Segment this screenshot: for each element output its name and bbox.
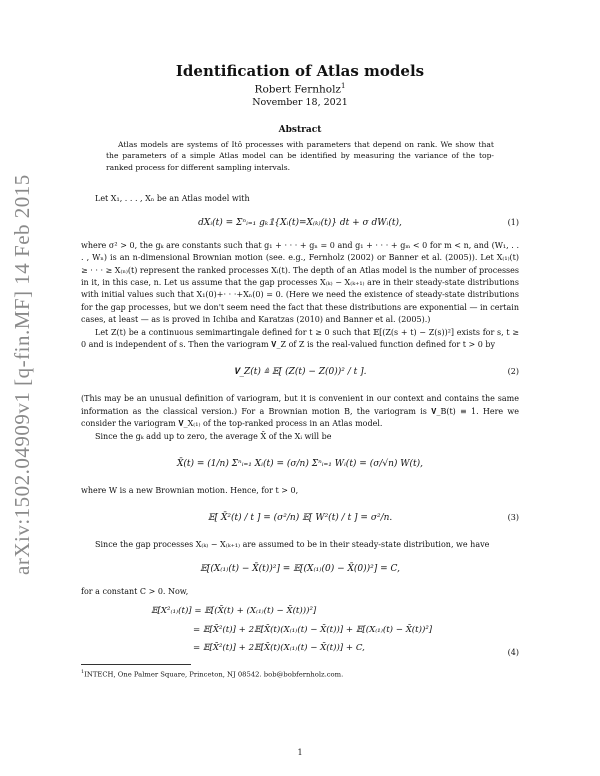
equation-2-number: (2): [507, 367, 519, 377]
author-line: [81, 82, 519, 96]
paragraph-variogram-note: (This may be an unusual definition of variogram, but it is convenient in our context and contains the same information as the classical version.) For a Brownian motion B, the variogram is 𝐕_B(t) ≡ 1. Here we consider the variogram 𝐕_X₍₁₎ of the top-ranked process in an Atlas model.: [81, 394, 519, 429]
author-footnote-mark: 1: [340, 82, 346, 90]
abstract-text: Atlas models are systems of Itô processes with parameters that depend on rank. We show that the parameters of a simple Atlas model can be identified by measuring the variance of the top-ranked process for different sampling intervals.: [106, 139, 494, 172]
arxiv-identifier: arXiv:1502.04909v1 [q-fin.MF] 14 Feb 2015: [10, 174, 34, 575]
equation-4: [81, 602, 519, 658]
equation-1-number: (1): [507, 217, 519, 227]
equation-3: [81, 503, 519, 533]
equation-average-body: X̄(t) = (1/n) Σⁿᵢ₌₁ Xᵢ(t) = (σ/n) Σⁿᵢ₌₁ Wᵢ(t) = (σ/√n) W(t),: [176, 458, 424, 469]
abstract-heading: Abstract: [278, 124, 322, 135]
equation-2-body: 𝐕_Z(t) ≜ 𝔼[ (Z(t) − Z(0))² / t ].: [233, 367, 367, 378]
equation-4-number: (4): [507, 648, 519, 658]
equation-4-line-2: = 𝔼[X̄²(t)] + 2𝔼[X̄(t)(X₍₁₎(t) − X̄(t))] + 𝔼[(X₍₁₎(t) − X̄(t))²]: [193, 624, 433, 635]
paragraph-intro: Let X₁, . . . , Xₙ be an Atlas model with: [95, 194, 250, 204]
paragraph-average: Since the gₖ add up to zero, the average X̄ of the Xᵢ will be: [95, 431, 332, 441]
equation-3-number: (3): [507, 513, 519, 523]
footnote-mark: 1: [81, 669, 85, 676]
footnote-text: INTECH, One Palmer Square, Princeton, NJ 08542. bob@bobfernholz.com.: [84, 670, 344, 679]
equation-4-line-1: 𝔼[X²₍₁₎(t)] = 𝔼[(X̄(t) + (X₍₁₎(t) − X̄(t)))²]: [151, 606, 317, 617]
paragraph-now: for a constant C > 0. Now,: [81, 586, 189, 596]
equation-1-body: dXᵢ(t) = Σⁿᵢ₌₁ gₖ𝟙{Xᵢ(t)=X₍ₖ₎(t)} dt + σ dWᵢ(t),: [198, 217, 402, 228]
paper-content: [81, 60, 519, 679]
paragraph-model-definition: where σ² > 0, the gₖ are constants such that g₁ + · · · + gₙ = 0 and g₁ + · · · + gₘ < 0 for m < n, and (W₁, . . . , Wₙ) is an n-dimensional Brownian motion (see. e.g., Fernholz (2002) or Banner et al. (2005)). Let X₍₁₎(t) ≥ · · · ≥ X₍ₙ₎(t) represent the ranked processes Xᵢ(t). The depth of an Atlas model is the number of processes in it, in this case, n. Let us assume that the gap processes X₍ₖ₎ − X₍ₖ₊₁₎ are in their steady-state distributions with initial values such that X₁(0)+· · ·+Xₙ(0) = 0. (Here we need the existence of steady-state distributions for the gap processes, but we don't seem need the fact that these distributions are exponential — in certain cases, at least — as is proved in Ichiba and Karatzas (2010) and Banner et al. (2005).): [81, 240, 519, 325]
paragraph-gap-processes: Since the gap processes X₍ₖ₎ − X₍ₖ₊₁₎ are assumed to be in their steady-state distribution, we have: [95, 540, 490, 550]
footnote-rule: [81, 664, 191, 665]
footnote: [81, 667, 519, 679]
equation-2: [81, 357, 519, 387]
paper-date: November 18, 2021: [252, 96, 348, 108]
equation-constant-body: 𝔼[(X₍₁₎(t) − X̄(t))²] = 𝔼[(X₍₁₎(0) − X̄(0))²] = C,: [200, 563, 400, 574]
equation-1: [81, 212, 519, 234]
equation-3-body: 𝔼[ X̄²(t) / t ] = (σ²/n) 𝔼[ W²(t) / t ] = σ²/n.: [207, 513, 393, 524]
equation-average: [81, 449, 519, 479]
page-number: 1: [297, 748, 303, 757]
equation-4-line-3: = 𝔼[X̄²(t)] + 2𝔼[X̄(t)(X₍₁₎(t) − X̄(t))] + C,: [193, 643, 365, 654]
author-name: Robert Fernholz: [254, 83, 341, 96]
paragraph-semimartingale: Let Z(t) be a continuous semimartingale defined for t ≥ 0 such that 𝔼[(Z(s + t) − Z(s))²] exists for s, t ≥ 0 and is independent of s. Then the variogram 𝐕_Z of Z is the real-valued function defined for t > 0 by: [81, 327, 519, 349]
paragraph-brownian: where W is a new Brownian motion. Hence, for t > 0,: [81, 485, 299, 495]
equation-constant: [81, 558, 519, 580]
paper-title: Identification of Atlas models: [175, 62, 425, 80]
